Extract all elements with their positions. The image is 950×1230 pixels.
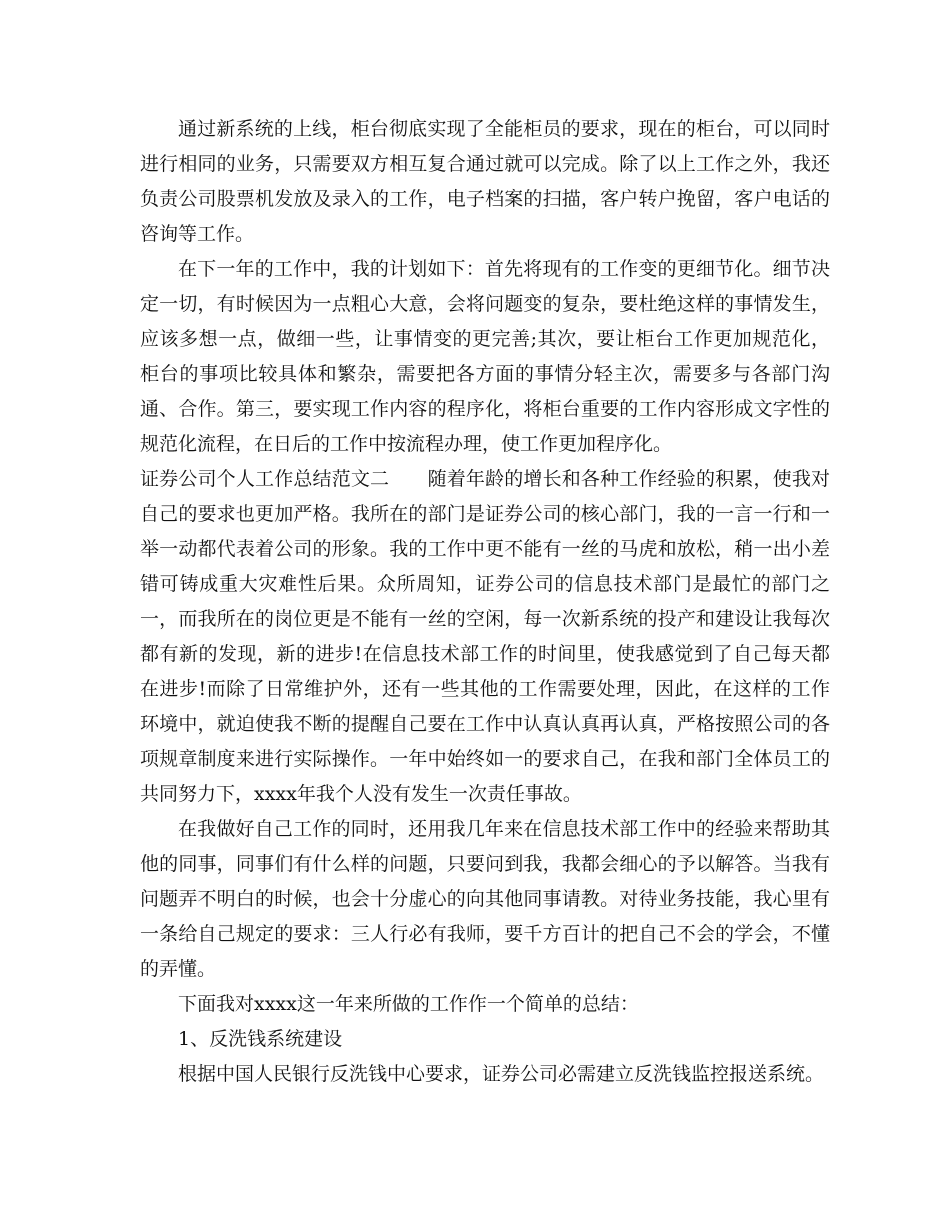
- paragraph-3: 证券公司个人工作总结范文二 随着年龄的增长和各种工作经验的积累，使我对自己的要求也更加严格。我所在的部门是证券公司的核心部门，我的一言一行和一举一动都代表着公司的形象。我的工作中更不能有一丝的马虎和放松，稍一出小差错可铸成重大灾难性后果。众所周知，证券公司的信息技术部门是最忙的部门之一，而我所在的岗位更是不能有一丝的空闲，每一次新系统的投产和建设让我每次都有新的发现，新的进步!在信息技术部工作的时间里，使我感觉到了自己每天都在进步!而除了日常维护外，还有一些其他的工作需要处理，因此，在这样的工作环境中，就迫使我不断的提醒自己要在工作中认真认真再认真，严格按照公司的各项规章制度来进行实际操作。一年中始终如一的要求自己，在我和部门全体员工的共同努力下，xxxx年我个人没有发生一次责任事故。: [140, 468, 830, 805]
- paragraph-5: 下面我对xxxx这一年来所做的工作作一个简单的总结：: [178, 993, 639, 1015]
- paragraph-6: 根据中国人民银行反洗钱中心要求，证券公司必需建立反洗钱监控报送系统。: [178, 1063, 825, 1085]
- document-body: [140, 112, 830, 1092]
- section-heading: 1、反洗钱系统建设: [178, 1028, 343, 1050]
- paragraph-2: 在下一年的工作中，我的计划如下：首先将现有的工作变的更细节化。细节决定一切，有时候因为一点粗心大意，会将问题变的复杂，要杜绝这样的事情发生，应该多想一点，做细一些，让事情变的更完善;其次，要让柜台工作更加规范化，柜台的事项比较具体和繁杂，需要把各方面的事情分轻主次，需要多与各部门沟通、合作。第三，要实现工作内容的程序化，将柜台重要的工作内容形成文字性的规范化流程，在日后的工作中按流程办理，使工作更加程序化。: [140, 258, 830, 455]
- paragraph-1: 通过新系统的上线，柜台彻底实现了全能柜员的要求，现在的柜台，可以同时进行相同的业务，只需要双方相互复合通过就可以完成。除了以上工作之外，我还负责公司股票机发放及录入的工作，电子档案的扫描，客户转户挽留，客户电话的咨询等工作。: [140, 118, 830, 245]
- paragraph-4: 在我做好自己工作的同时，还用我几年来在信息技术部工作中的经验来帮助其他的同事，同事们有什么样的问题，只要问到我，我都会细心的予以解答。当我有问题弄不明白的时候，也会十分虚心的向其他同事请教。对待业务技能，我心里有一条给自己规定的要求：三人行必有我师，要千方百计的把自己不会的学会，不懂的弄懂。: [140, 818, 830, 980]
